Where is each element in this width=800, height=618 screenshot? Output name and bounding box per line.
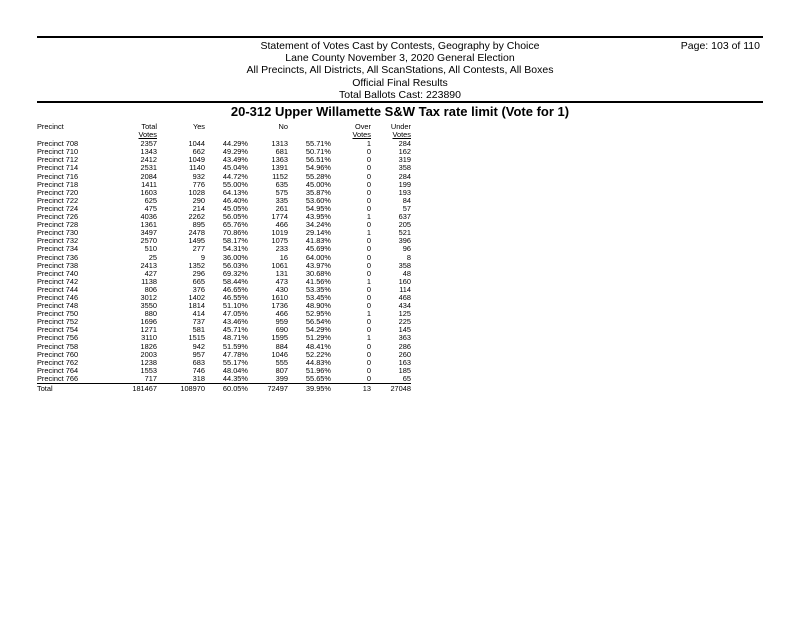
over-votes-cell: 0 bbox=[331, 375, 371, 384]
over-votes-cell: 1 bbox=[366, 212, 371, 222]
no-pct-cell: 45.00% bbox=[305, 179, 331, 189]
total-row bbox=[37, 384, 411, 394]
over-votes-cell: 0 bbox=[366, 349, 371, 359]
header-rule bbox=[37, 101, 763, 103]
precinct-cell: Precinct 720 bbox=[37, 187, 79, 197]
yes-votes-cell: 1140 bbox=[189, 163, 205, 173]
no-pct-cell: 52.22% bbox=[305, 349, 331, 359]
total-under: 27048 bbox=[390, 384, 411, 393]
yes-pct-cell: 48.71% bbox=[222, 333, 248, 343]
header-title: Statement of Votes Cast by Contests, Geography by Choice bbox=[260, 40, 540, 52]
no-votes-cell: 1391 bbox=[271, 163, 288, 173]
yes-pct-cell: 45.05% bbox=[222, 203, 248, 213]
over-votes-cell: 0 bbox=[366, 284, 371, 294]
yes-votes-cell: 683 bbox=[192, 357, 205, 367]
no-votes-cell: 635 bbox=[275, 179, 288, 189]
no-pct-cell: 53.45% bbox=[305, 292, 331, 302]
under-votes-cell: 286 bbox=[398, 341, 411, 351]
yes-votes-cell: 1352 bbox=[188, 260, 205, 270]
under-votes-cell: 284 bbox=[398, 139, 411, 149]
precinct-cell: Precinct 748 bbox=[37, 301, 79, 311]
over-votes-cell: 1 bbox=[366, 228, 371, 238]
under-votes-cell: 358 bbox=[398, 260, 411, 270]
col-precinct: Precinct bbox=[37, 122, 64, 131]
yes-votes-cell: 1402 bbox=[188, 292, 205, 302]
no-votes-cell: 131 bbox=[275, 268, 288, 278]
yes-votes-cell: 737 bbox=[192, 317, 205, 327]
under-votes-cell: 358 bbox=[398, 163, 411, 173]
over-votes-cell: 0 bbox=[366, 195, 371, 205]
yes-votes-cell: 376 bbox=[192, 284, 205, 294]
precinct-cell: Precinct 762 bbox=[37, 357, 79, 367]
yes-pct-cell: 47.05% bbox=[222, 309, 248, 319]
yes-pct-cell: 69.32% bbox=[222, 268, 248, 278]
header-scope: All Precincts, All Districts, All ScanStations, All Contests, All Boxes bbox=[246, 64, 554, 77]
no-votes-cell: 1736 bbox=[271, 301, 288, 311]
over-votes-cell: 0 bbox=[366, 163, 371, 173]
col-over: Over bbox=[354, 122, 371, 131]
over-votes-cell: 0 bbox=[366, 260, 371, 270]
under-votes-cell: 185 bbox=[398, 365, 411, 375]
under-votes-cell: 193 bbox=[398, 187, 411, 197]
yes-votes-cell: 1495 bbox=[188, 236, 205, 246]
no-pct-cell: 55.65% bbox=[288, 375, 331, 384]
no-votes-cell: 466 bbox=[275, 309, 288, 319]
no-votes-cell: 555 bbox=[275, 357, 288, 367]
precinct-cell: Precinct 708 bbox=[37, 139, 79, 149]
yes-pct-cell: 58.17% bbox=[222, 236, 248, 246]
total-no-pct: 39.95% bbox=[305, 384, 331, 393]
precinct-cell: Precinct 710 bbox=[37, 147, 79, 157]
under-votes-cell: 396 bbox=[398, 236, 411, 246]
no-votes-cell: 473 bbox=[275, 276, 288, 286]
total-votes-cell: 1553 bbox=[140, 365, 157, 375]
total-votes-cell: 25 bbox=[148, 252, 157, 262]
no-votes-cell: 399 bbox=[248, 375, 288, 384]
over-votes-cell: 1 bbox=[366, 309, 371, 319]
precinct-cell: Precinct 750 bbox=[37, 309, 79, 319]
col-over-votes: Votes bbox=[352, 130, 371, 140]
yes-pct-cell: 64.13% bbox=[222, 187, 248, 197]
under-votes-cell: 84 bbox=[402, 195, 411, 205]
precinct-cell: Precinct 730 bbox=[37, 228, 79, 238]
yes-votes-cell: 895 bbox=[192, 220, 205, 230]
total-votes-cell: 475 bbox=[144, 203, 157, 213]
no-pct-cell: 48.90% bbox=[305, 301, 331, 311]
total-votes: 181467 bbox=[132, 384, 157, 393]
no-pct-cell: 55.71% bbox=[305, 139, 331, 149]
yes-pct-cell: 44.72% bbox=[222, 171, 248, 181]
no-pct-cell: 54.29% bbox=[305, 325, 331, 335]
under-votes-cell: 48 bbox=[402, 268, 411, 278]
yes-pct-cell: 36.00% bbox=[222, 252, 248, 262]
under-votes-cell: 319 bbox=[398, 155, 411, 165]
total-votes-cell: 1343 bbox=[140, 147, 157, 157]
header-election: Lane County November 3, 2020 General Election bbox=[285, 52, 515, 65]
under-votes-cell: 225 bbox=[398, 317, 411, 327]
total-votes-cell: 1603 bbox=[140, 187, 157, 197]
no-pct-cell: 56.51% bbox=[305, 155, 331, 165]
under-votes-cell: 163 bbox=[398, 357, 411, 367]
no-votes-cell: 1595 bbox=[271, 333, 288, 343]
yes-pct-cell: 43.49% bbox=[222, 155, 248, 165]
total-over: 13 bbox=[362, 384, 371, 393]
no-pct-cell: 51.29% bbox=[305, 333, 331, 343]
no-pct-cell: 41.83% bbox=[305, 236, 331, 246]
no-pct-cell: 52.95% bbox=[305, 309, 331, 319]
under-votes-cell: 162 bbox=[398, 147, 411, 157]
yes-pct-cell: 45.71% bbox=[222, 325, 248, 335]
precinct-cell: Precinct 752 bbox=[37, 317, 79, 327]
over-votes-cell: 0 bbox=[366, 268, 371, 278]
total-votes-cell: 510 bbox=[144, 244, 157, 254]
no-votes-cell: 884 bbox=[275, 341, 288, 351]
yes-pct-cell: 46.65% bbox=[222, 284, 248, 294]
under-votes-cell: 160 bbox=[398, 276, 411, 286]
yes-votes-cell: 296 bbox=[192, 268, 205, 278]
over-votes-cell: 0 bbox=[366, 171, 371, 181]
precinct-cell: Precinct 734 bbox=[37, 244, 79, 254]
precinct-cell: Precinct 732 bbox=[37, 236, 79, 246]
no-pct-cell: 53.60% bbox=[305, 195, 331, 205]
yes-pct-cell: 51.10% bbox=[222, 301, 248, 311]
total-votes-cell: 3110 bbox=[141, 333, 157, 343]
yes-pct-cell: 65.76% bbox=[222, 220, 248, 230]
yes-votes-cell: 1028 bbox=[188, 187, 205, 197]
over-votes-cell: 1 bbox=[366, 139, 371, 149]
total-votes-cell: 1411 bbox=[141, 179, 157, 189]
contest-title: 20-312 Upper Willamette S&W Tax rate limit (Vote for 1) bbox=[230, 104, 570, 119]
no-votes-cell: 335 bbox=[275, 195, 288, 205]
yes-votes-cell: 581 bbox=[192, 325, 205, 335]
precinct-cell: Precinct 728 bbox=[37, 220, 79, 230]
precinct-cell: Precinct 726 bbox=[37, 212, 79, 222]
no-votes-cell: 959 bbox=[275, 317, 288, 327]
no-pct-cell: 50.71% bbox=[305, 147, 331, 157]
over-votes-cell: 1 bbox=[366, 276, 371, 286]
over-votes-cell: 0 bbox=[366, 341, 371, 351]
precinct-rows bbox=[37, 140, 411, 383]
precinct-cell: Precinct 760 bbox=[37, 349, 79, 359]
yes-pct-cell: 55.00% bbox=[222, 179, 248, 189]
no-votes-cell: 575 bbox=[275, 187, 288, 197]
yes-votes-cell: 932 bbox=[192, 171, 205, 181]
yes-votes-cell: 214 bbox=[192, 203, 205, 213]
over-votes-cell: 0 bbox=[366, 325, 371, 335]
col-under-votes: Votes bbox=[392, 130, 411, 140]
no-votes-cell: 1313 bbox=[271, 139, 288, 149]
precinct-cell: Precinct 718 bbox=[37, 179, 79, 189]
precinct-cell: Precinct 756 bbox=[37, 333, 79, 343]
over-votes-cell: 0 bbox=[366, 292, 371, 302]
no-votes-cell: 1046 bbox=[271, 349, 288, 359]
yes-votes-cell: 662 bbox=[192, 147, 205, 157]
yes-pct-cell: 46.55% bbox=[222, 292, 248, 302]
under-votes-cell: 468 bbox=[398, 292, 411, 302]
total-votes-cell: 4036 bbox=[140, 212, 157, 222]
yes-votes-cell: 2262 bbox=[188, 212, 205, 222]
total-votes-cell: 1696 bbox=[140, 317, 157, 327]
col-no: No bbox=[278, 122, 288, 131]
over-votes-cell: 0 bbox=[366, 187, 371, 197]
total-votes-cell: 806 bbox=[144, 284, 157, 294]
yes-votes-cell: 746 bbox=[192, 365, 205, 375]
precinct-cell: Precinct 744 bbox=[37, 284, 79, 294]
total-votes-cell: 625 bbox=[144, 195, 157, 205]
yes-pct-cell: 44.35% bbox=[205, 375, 248, 384]
total-votes-cell: 2531 bbox=[140, 163, 157, 173]
precinct-cell: Precinct 724 bbox=[37, 203, 79, 213]
col-total-votes: Votes bbox=[138, 130, 157, 140]
no-pct-cell: 48.41% bbox=[305, 341, 331, 351]
no-pct-cell: 53.35% bbox=[305, 284, 331, 294]
precinct-cell: Precinct 758 bbox=[37, 341, 79, 351]
under-votes-cell: 199 bbox=[398, 179, 411, 189]
precinct-cell: Precinct 754 bbox=[37, 325, 79, 335]
no-pct-cell: 41.56% bbox=[305, 276, 331, 286]
over-votes-cell: 0 bbox=[366, 357, 371, 367]
total-votes-cell: 2357 bbox=[140, 139, 157, 149]
col-under: Under bbox=[390, 122, 411, 131]
no-pct-cell: 54.95% bbox=[305, 203, 331, 213]
yes-votes-cell: 2478 bbox=[188, 228, 205, 238]
precinct-cell: Precinct 740 bbox=[37, 268, 79, 278]
col-yes: Yes bbox=[192, 122, 205, 131]
precinct-cell: Precinct 742 bbox=[37, 276, 79, 286]
under-votes-cell: 125 bbox=[398, 309, 411, 319]
yes-votes-cell: 665 bbox=[192, 276, 205, 286]
no-votes-cell: 16 bbox=[279, 252, 288, 262]
precinct-cell: Precinct 736 bbox=[37, 252, 79, 262]
over-votes-cell: 0 bbox=[366, 179, 371, 189]
precinct-cell: Precinct 746 bbox=[37, 292, 79, 302]
total-votes-cell: 2003 bbox=[140, 349, 157, 359]
top-rule bbox=[37, 36, 763, 38]
precinct-cell: Precinct 764 bbox=[37, 365, 79, 375]
yes-pct-cell: 43.46% bbox=[222, 317, 248, 327]
no-pct-cell: 35.87% bbox=[305, 187, 331, 197]
under-votes-cell: 8 bbox=[406, 252, 411, 262]
no-votes-cell: 1075 bbox=[271, 236, 288, 246]
over-votes-cell: 0 bbox=[366, 236, 371, 246]
over-votes-cell: 0 bbox=[366, 317, 371, 327]
under-votes-cell: 96 bbox=[402, 244, 411, 254]
yes-pct-cell: 56.03% bbox=[222, 260, 248, 270]
table-row bbox=[37, 375, 411, 384]
precinct-cell: Precinct 714 bbox=[37, 163, 79, 173]
under-votes-cell: 521 bbox=[398, 228, 411, 238]
under-votes-cell: 363 bbox=[398, 333, 411, 343]
under-votes-cell: 637 bbox=[398, 212, 411, 222]
no-votes-cell: 807 bbox=[275, 365, 288, 375]
yes-pct-cell: 51.59% bbox=[222, 341, 248, 351]
total-yes: 108970 bbox=[180, 384, 205, 393]
yes-pct-cell: 45.04% bbox=[222, 163, 248, 173]
no-pct-cell: 43.97% bbox=[305, 260, 331, 270]
total-votes-cell: 880 bbox=[144, 309, 157, 319]
under-votes-cell: 205 bbox=[398, 220, 411, 230]
precinct-cell: Precinct 712 bbox=[37, 155, 79, 165]
total-votes-cell: 2084 bbox=[140, 171, 157, 181]
total-votes-cell: 1826 bbox=[140, 341, 157, 351]
no-pct-cell: 34.24% bbox=[305, 220, 331, 230]
yes-votes-cell: 318 bbox=[157, 375, 205, 384]
under-votes-cell: 114 bbox=[399, 284, 411, 294]
yes-pct-cell: 44.29% bbox=[222, 139, 248, 149]
yes-votes-cell: 290 bbox=[192, 195, 205, 205]
no-pct-cell: 54.96% bbox=[305, 163, 331, 173]
report-header bbox=[37, 40, 763, 101]
over-votes-cell: 0 bbox=[366, 365, 371, 375]
no-votes-cell: 233 bbox=[275, 244, 288, 254]
yes-votes-cell: 9 bbox=[200, 252, 205, 262]
over-votes-cell: 0 bbox=[366, 244, 371, 254]
total-votes-cell: 3497 bbox=[140, 228, 157, 238]
under-votes-cell: 434 bbox=[398, 301, 411, 311]
total-votes-cell: 1361 bbox=[140, 220, 157, 230]
yes-votes-cell: 776 bbox=[192, 179, 205, 189]
no-votes-cell: 261 bbox=[275, 203, 288, 213]
total-votes-cell: 2570 bbox=[140, 236, 157, 246]
under-votes-cell: 57 bbox=[402, 203, 411, 213]
no-votes-cell: 466 bbox=[275, 220, 288, 230]
page-number: Page: 103 of 110 bbox=[680, 40, 760, 52]
total-votes-cell: 717 bbox=[117, 375, 157, 384]
no-pct-cell: 51.96% bbox=[305, 365, 331, 375]
no-pct-cell: 30.68% bbox=[305, 268, 331, 278]
under-votes-cell: 260 bbox=[398, 349, 411, 359]
total-votes-cell: 427 bbox=[144, 268, 157, 278]
results-table bbox=[37, 123, 411, 393]
yes-votes-cell: 1049 bbox=[188, 155, 205, 165]
yes-pct-cell: 58.44% bbox=[222, 276, 248, 286]
total-votes-cell: 1138 bbox=[141, 276, 157, 286]
total-votes-cell: 1238 bbox=[140, 357, 157, 367]
yes-votes-cell: 277 bbox=[192, 244, 205, 254]
total-votes-cell: 2412 bbox=[140, 155, 157, 165]
over-votes-cell: 0 bbox=[366, 301, 371, 311]
total-label: Total bbox=[37, 384, 53, 393]
header-status: Official Final Results bbox=[352, 76, 448, 89]
under-votes-cell: 145 bbox=[398, 325, 411, 335]
header-ballots-cast: Total Ballots Cast: 223890 bbox=[339, 88, 461, 101]
no-votes-cell: 1061 bbox=[271, 260, 288, 270]
no-pct-cell: 55.28% bbox=[305, 171, 331, 181]
no-votes-cell: 1610 bbox=[271, 292, 288, 302]
total-yes-pct: 60.05% bbox=[222, 384, 248, 393]
no-pct-cell: 56.54% bbox=[305, 317, 331, 327]
yes-pct-cell: 55.17% bbox=[222, 357, 248, 367]
col-total: Total bbox=[141, 122, 157, 131]
no-votes-cell: 1152 bbox=[272, 171, 288, 181]
total-votes-cell: 3012 bbox=[140, 292, 157, 302]
no-pct-cell: 64.00% bbox=[305, 252, 331, 262]
total-no: 72497 bbox=[267, 384, 288, 393]
no-votes-cell: 430 bbox=[275, 284, 288, 294]
over-votes-cell: 0 bbox=[366, 203, 371, 213]
precinct-cell: Precinct 716 bbox=[37, 171, 79, 181]
yes-pct-cell: 70.86% bbox=[222, 228, 248, 238]
yes-votes-cell: 942 bbox=[192, 341, 205, 351]
no-pct-cell: 29.14% bbox=[305, 228, 331, 238]
no-pct-cell: 44.83% bbox=[305, 357, 331, 367]
yes-votes-cell: 414 bbox=[192, 309, 205, 319]
yes-pct-cell: 54.31% bbox=[222, 244, 248, 254]
yes-pct-cell: 56.05% bbox=[222, 212, 248, 222]
no-votes-cell: 1363 bbox=[271, 155, 288, 165]
no-votes-cell: 681 bbox=[275, 147, 288, 157]
no-votes-cell: 690 bbox=[275, 325, 288, 335]
precinct-cell: Precinct 766 bbox=[37, 375, 117, 384]
yes-votes-cell: 1044 bbox=[188, 139, 205, 149]
yes-pct-cell: 47.78% bbox=[222, 349, 248, 359]
under-votes-cell: 65 bbox=[371, 375, 411, 384]
total-votes-cell: 1271 bbox=[140, 325, 157, 335]
precinct-cell: Precinct 738 bbox=[37, 260, 79, 270]
no-pct-cell: 43.95% bbox=[305, 212, 331, 222]
yes-pct-cell: 46.40% bbox=[222, 195, 248, 205]
yes-votes-cell: 1515 bbox=[188, 333, 205, 343]
total-votes-cell: 2413 bbox=[140, 260, 157, 270]
over-votes-cell: 1 bbox=[366, 333, 371, 343]
yes-votes-cell: 957 bbox=[192, 349, 205, 359]
no-votes-cell: 1019 bbox=[271, 228, 288, 238]
over-votes-cell: 0 bbox=[366, 155, 371, 165]
yes-pct-cell: 48.04% bbox=[222, 365, 248, 375]
total-votes-cell: 3550 bbox=[140, 301, 157, 311]
over-votes-cell: 0 bbox=[366, 147, 371, 157]
over-votes-cell: 0 bbox=[366, 220, 371, 230]
yes-pct-cell: 49.29% bbox=[222, 147, 248, 157]
no-votes-cell: 1774 bbox=[271, 212, 288, 222]
under-votes-cell: 284 bbox=[398, 171, 411, 181]
precinct-cell: Precinct 722 bbox=[37, 195, 79, 205]
yes-votes-cell: 1814 bbox=[188, 301, 205, 311]
over-votes-cell: 0 bbox=[366, 252, 371, 262]
no-pct-cell: 45.69% bbox=[305, 244, 331, 254]
